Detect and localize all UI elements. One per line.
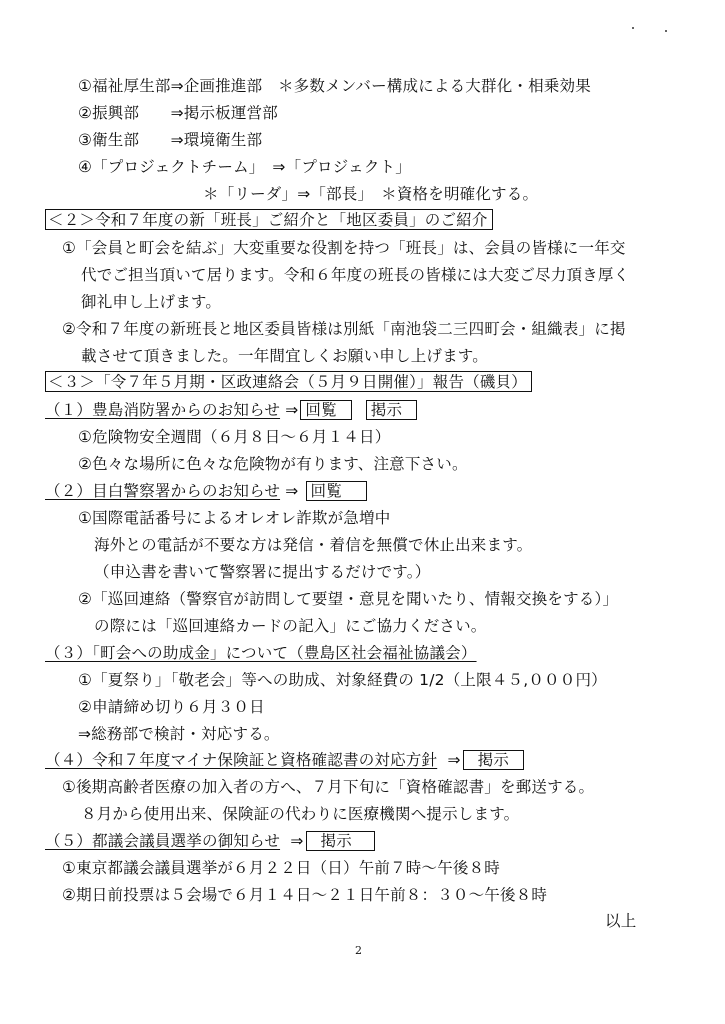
list-item: （申込書を書いて警察署に提出するだけです。） <box>94 563 431 581</box>
subsection-heading-5 <box>45 831 375 851</box>
list-item: 海外との電話が不要な方は発信・着信を無償で休止出来ます。 <box>94 536 533 554</box>
list-item: ②振興部 ⇒掲示板運営部 <box>78 104 278 122</box>
list-item: ①国際電話番号によるオレオレ詐欺が急増中 <box>78 509 391 527</box>
list-item: ８月から使用出来、保険証の代わりに医療機関へ提示します。 <box>81 805 520 823</box>
closing-word: 以上 <box>605 912 637 930</box>
kairan-label: 回覧 <box>300 400 351 420</box>
list-item: ②「巡回連絡（警察官が訪問して要望・意見を聞いたり、情報交換をする）」 <box>78 590 619 608</box>
list-item: ①後期高齢者医療の加入者の方へ、７月下旬に「資格確認書」を郵送する。 <box>62 778 595 796</box>
list-item: ①危険物安全週間（６月８日～６月１４日） <box>78 428 391 446</box>
paragraph-line: 御礼申し上げます。 <box>81 293 222 311</box>
list-item: ②期日前投票は５会場で６月１４日～２１日午前８：３０～午後８時 <box>62 886 548 904</box>
arrow: ⇒ <box>447 751 461 769</box>
subsection-heading-3 <box>45 643 477 663</box>
paragraph-line: 載させて頂きました。一年間宜しくお願い申し上げます。 <box>81 347 488 365</box>
keiji-label: 掲示 <box>306 831 375 851</box>
section-heading-2-text: ＜２＞令和７年度の新「班長」ご紹介と「地区委員」のご紹介 <box>45 209 493 230</box>
scan-speck <box>632 27 634 29</box>
list-item: ②申請締め切り６月３０日 <box>78 698 265 716</box>
list-item: ①東京都議会議員選挙が６月２２日（日）午前７時～午後８時 <box>62 859 500 877</box>
list-item: ＊「リーダ」⇒「部長」 ＊資格を明確化する。 <box>203 185 539 203</box>
subsection-title: （５）都議会議員選挙の御知らせ <box>45 832 281 850</box>
kairan-label: 回覧 <box>306 481 367 501</box>
arrow: ⇒ <box>290 832 304 850</box>
arrow: ⇒ <box>285 401 299 419</box>
section-heading-3 <box>45 372 532 392</box>
subsection-heading-2 <box>45 481 367 501</box>
subsection-title: （１）豊島消防署からのお知らせ <box>45 401 281 419</box>
list-item: ⇒総務部で検討・対応する。 <box>78 725 280 743</box>
subsection-title: （３）「町会への助成金」について（豊島区社会福祉協議会） <box>45 644 477 662</box>
subsection-title: （４）令和７年度マイナ保険証と資格確認書の対応方針 <box>45 751 438 769</box>
list-item: ①福祉厚生部⇒企画推進部 ＊多数メンバー構成による大群化・相乗効果 <box>78 77 591 95</box>
list-item: ③衛生部 ⇒環境衛生部 <box>78 131 263 149</box>
page-number: 2 <box>355 944 362 957</box>
list-item: ④「プロジェクトチーム」 ⇒「プロジェクト」 <box>78 158 411 176</box>
paragraph-line: ②令和７年度の新班長と地区委員皆様は別紙「南池袋二三四町会・組織表」に掲 <box>62 320 626 338</box>
arrow: ⇒ <box>285 482 299 500</box>
section-heading-2 <box>45 210 493 230</box>
paragraph-line: 代でご担当頂いて居ります。令和６年度の班長の皆様には大変ご尽力頂き厚く <box>81 266 630 284</box>
scan-speck <box>665 30 667 32</box>
list-item: ①「夏祭り」「敬老会」等への助成、対象経費の 1/2（上限４５,０００円） <box>78 671 607 689</box>
list-item: ②色々な場所に色々な危険物が有ります、注意下さい。 <box>78 455 468 473</box>
keiji-label: 掲示 <box>463 750 524 770</box>
subsection-title: （２）目白警察署からのお知らせ <box>45 482 281 500</box>
keiji-label: 掲示 <box>366 400 417 420</box>
section-heading-3-text: ＜３＞「令７年５月期・区政連絡会（５月９日開催）」報告（磯貝） <box>45 371 532 392</box>
paragraph-line: ①「会員と町会を結ぶ」大変重要な役割を持つ「班長」は、会員の皆様に一年交 <box>62 239 626 257</box>
list-item: の際には「巡回連絡カードの記入」にご協力ください。 <box>94 617 487 635</box>
subsection-heading-1 <box>45 400 417 420</box>
subsection-heading-4 <box>45 750 524 770</box>
